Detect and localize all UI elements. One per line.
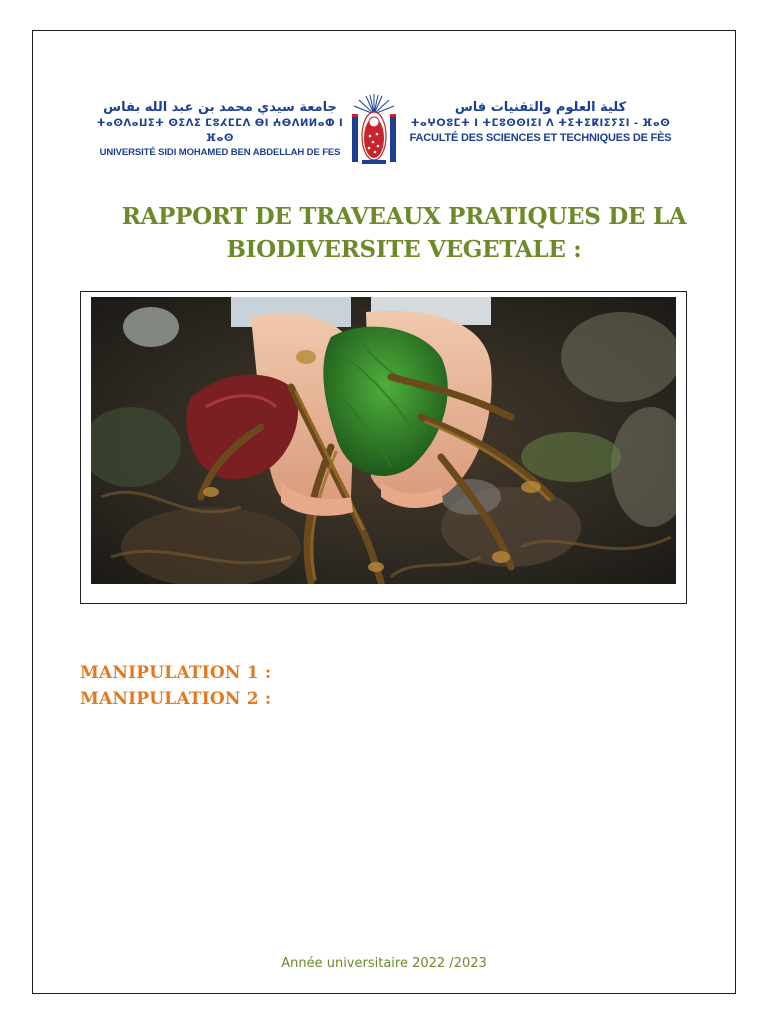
faculty-name-latin: FACULTÉ DES SCIENCES ET TECHNIQUES DE FÈS: [409, 132, 672, 144]
report-title-line-2: BIODIVERSITE VEGETALE :: [226, 236, 582, 263]
faculty-name-tifinagh: ⵜⴰⵖⵔⵓⵎⵜ ⵏ ⵜⵎⵓⵙⵙⵏⵉⵏ ⴷ ⵜⵉⵜⵉⴽⵏⵉⵢⵉⵏ - ⴼⴰⵙ: [410, 118, 671, 129]
report-title: [80, 200, 728, 266]
university-name-latin: UNIVERSITÉ SIDI MOHAMED BEN ABDELLAH DE FES: [99, 147, 341, 158]
report-title-line-1: RAPPORT DE TRAVEAUX PRATIQUES DE LA: [121, 203, 687, 230]
university-emblem-icon: [350, 92, 398, 168]
faculty-name-block: [408, 100, 673, 145]
academic-year: Année universitaire 2022 /2023: [281, 956, 487, 971]
header: [95, 92, 673, 170]
photo-frame: [80, 291, 687, 604]
manipulations-list: [80, 660, 271, 712]
manipulation-2-label: MANIPULATION 2 :: [80, 689, 272, 709]
university-name-block: [95, 100, 345, 160]
university-name-arabic: جامعة سيدي محمد بن عبد الله بفاس: [103, 100, 337, 115]
university-name-tifinagh: ⵜⴰⵙⴷⴰⵡⵉⵜ ⵙⵉⴷⵉ ⵎⵓⵃⵎⵎⴷ ⴱⵏ ⵄⴱⴷⵍⵍⴰⵀ ⵏ ⴼⴰⵙ: [96, 118, 344, 144]
seaweed-photo: [91, 297, 676, 584]
manipulation-1-label: MANIPULATION 1 :: [80, 663, 272, 683]
faculty-name-arabic: كلية العلوم والتقنيات فاس: [454, 100, 627, 115]
